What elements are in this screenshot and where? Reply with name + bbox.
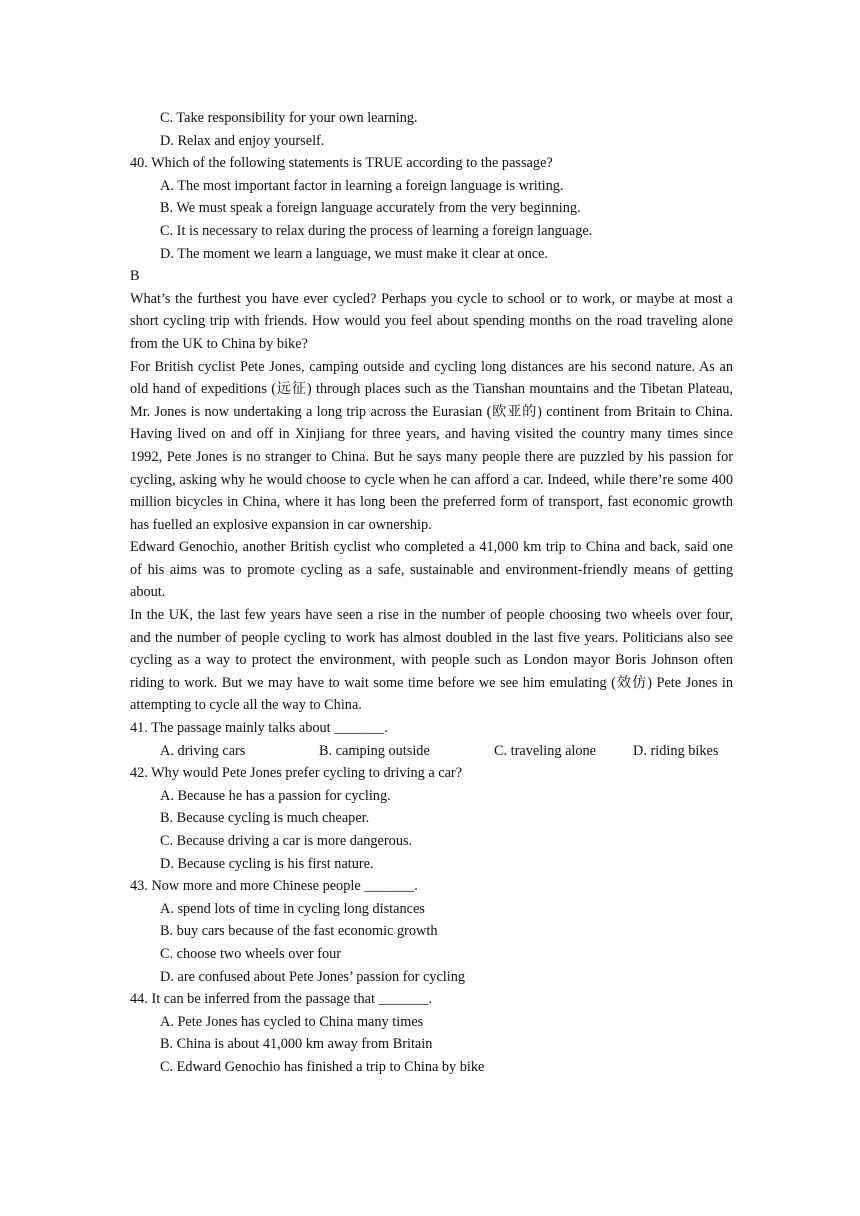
q39-option-c: C. Take responsibility for your own learning.	[160, 110, 418, 126]
q41-question: 41. The passage mainly talks about _______.	[130, 720, 388, 737]
q43-option-a: A. spend lots of time in cycling long distances	[160, 900, 425, 917]
q40-option-a: A. The most important factor in learning a foreign language is writing.	[160, 177, 564, 194]
q43-option-c: C. choose two wheels over four	[160, 945, 342, 962]
q43-question: 43. Now more and more Chinese people _______.	[130, 878, 418, 895]
q42-option-d: D. Because cycling is his first nature.	[160, 855, 374, 872]
q41-option-c: C. traveling alone	[494, 742, 597, 759]
q41-option-b: B. camping outside	[319, 742, 430, 759]
q44-question: 44. It can be inferred from the passage that _______.	[130, 991, 433, 1008]
passage-paragraph-1: What’s the furthest you have ever cycled? Perhaps you cycle to school or to work, or maybe at most a short cycling trip with friends. How would you feel about spending months on the road traveling alone from the UK to China by bike?	[130, 290, 733, 352]
document-page	[130, 107, 733, 1079]
q42-option-b: B. Because cycling is much cheaper.	[160, 810, 370, 827]
q44-option-c: C. Edward Genochio has finished a trip to China by bike	[160, 1058, 485, 1075]
section-label: B	[130, 268, 140, 285]
q39-option-d: D. Relax and enjoy yourself.	[160, 132, 325, 149]
q42-option-a: A. Because he has a passion for cycling.	[160, 787, 391, 804]
q41-options	[130, 740, 733, 763]
q43-option-b: B. buy cars because of the fast economic growth	[160, 923, 438, 940]
q40-question: 40. Which of the following statements is TRUE according to the passage?	[130, 155, 553, 172]
q40-option-b: B. We must speak a foreign language accurately from the very beginning.	[160, 200, 581, 217]
q44-option-b: B. China is about 41,000 km away from Britain	[160, 1036, 433, 1053]
q44-option-a: A. Pete Jones has cycled to China many times	[160, 1013, 424, 1030]
q41-option-d: D. riding bikes	[633, 742, 719, 759]
q41-option-a: A. driving cars	[160, 742, 246, 759]
passage-paragraph-4: In the UK, the last few years have seen a rise in the number of people choosing two wheels over four, and the number of people cycling to work has almost doubled in the last five years. Politicians also see cycling as a way to protect the environment, with people such as London mayor Boris Johnson often riding to work. But we may have to wait some time before we see him emulating (效仿) Pete Jones in attempting to cycle all the way to China.	[130, 607, 733, 714]
q42-question: 42. Why would Pete Jones prefer cycling to driving a car?	[130, 765, 463, 782]
passage-paragraph-2: For British cyclist Pete Jones, camping outside and cycling long distances are his second nature. As an old hand of expeditions (远征) through places such as the Tianshan mountains and the Tibetan Plateau, Mr. Jones is now undertaking a long trip across the Eurasian (欧亚的) continent from Britain to China. Having lived on and off in Xinjiang for three years, and having visited the country many times since 1992, Pete Jones is no stranger to China. But he says many people there are puzzled by his passion for cycling, asking why he would choose to cycle when he can afford a car. Indeed, while there’re some 400 million bicycles in China, where it has long been the preferred form of transport, fast economic growth has fuelled an explosive expansion in car ownership.	[130, 358, 733, 533]
passage-paragraph-3: Edward Genochio, another British cyclist who completed a 41,000 km trip to China and back, said one of his aims was to promote cycling as a safe, sustainable and environment-friendly means of getting about.	[130, 539, 733, 601]
q42-option-c: C. Because driving a car is more dangerous.	[160, 833, 413, 849]
q43-option-d: D. are confused about Pete Jones’ passion for cycling	[160, 968, 466, 985]
q40-option-d: D. The moment we learn a language, we must make it clear at once.	[160, 245, 548, 262]
q40-option-c: C. It is necessary to relax during the process of learning a foreign language.	[160, 222, 593, 239]
